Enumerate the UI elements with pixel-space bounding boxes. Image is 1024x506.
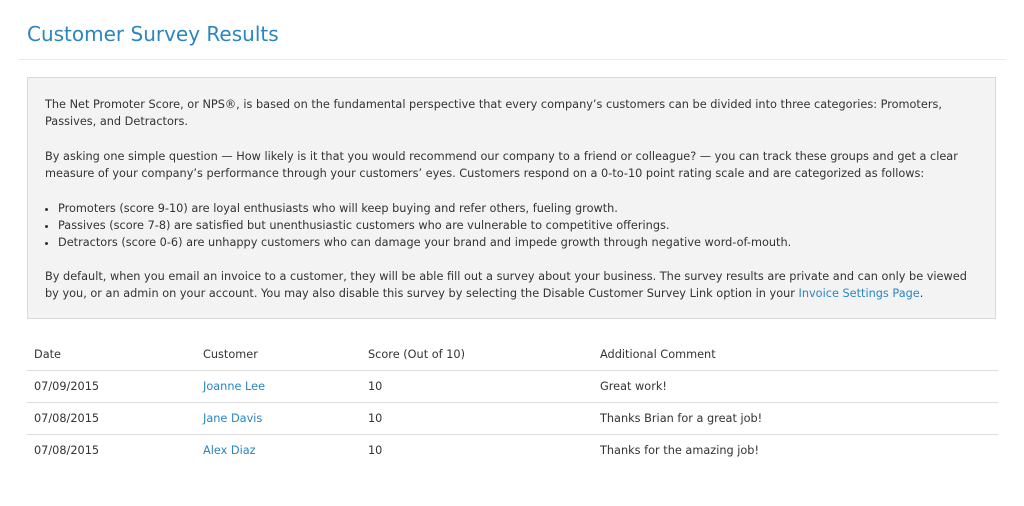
row-comment: Thanks for the amazing job! [600,444,760,457]
invoice-settings-link[interactable]: Invoice Settings Page [798,287,920,300]
customer-link[interactable]: Alex Diaz [203,444,256,457]
column-header-comment: Additional Comment [593,339,998,371]
nps-info-panel [27,77,996,319]
table-row [27,403,998,435]
nps-intro-text: The Net Promoter Score, or NPS®, is based on the fundamental perspective that every company’s customers can be divided into three categories: Promoters, Passives, and Detractors. [45,98,942,128]
row-comment: Great work! [593,371,998,403]
category-passives: • Passives (score 7-8) are satisfied but unenthusiastic customers who are vulnerable to competitive offerings. [58,217,978,234]
customer-link[interactable]: Joanne Lee [203,380,266,393]
row-customer-cell [196,371,361,403]
nps-category-list [45,200,978,251]
row-date: 07/08/2015 [27,403,196,435]
survey-default-body: By default, when you email an invoice to a customer, they will be able fill out a survey about your business. The survey results are private and can only be viewed by you, or an admin on your account. You may also disable this survey by selecting the Disable Customer Survey Link option in your [45,270,967,300]
column-header-date: Date [27,339,196,371]
row-score: 10 [368,444,383,457]
customer-link[interactable]: Jane Davis [203,412,263,425]
row-date: 07/09/2015 [27,371,196,403]
category-detractors: • Detractors (score 0-6) are unhappy customers who can damage your brand and impede growth through negative word-of-mouth. [58,234,978,251]
row-customer-cell [196,435,361,467]
survey-default-suffix: . [919,287,924,300]
survey-results-table [27,339,998,466]
nps-question-text: By asking one simple question — How likely is it that you would recommend our company to a friend or colleague? — you can track these groups and get a clear measure of your company’s performance through your customers’ eyes. Customers respond on a 0-to-10 point rating scale and are categorized as follows: [45,150,958,180]
table-row [27,435,998,467]
table-header-row [27,339,998,371]
title-divider [19,59,1006,60]
survey-default-text [45,268,978,302]
column-header-score: Score (Out of 10) [361,339,593,371]
row-customer-cell [196,403,361,435]
row-score: 10 [361,371,593,403]
row-comment: Thanks Brian for a great job! [593,403,998,435]
row-date: 07/08/2015 [34,444,100,457]
category-promoters: • Promoters (score 9-10) are loyal enthusiasts who will keep buying and refer others, fueling growth. [58,200,978,217]
row-score: 10 [361,403,593,435]
table-row [27,371,998,403]
column-header-customer: Customer [196,339,361,371]
page-title: Customer Survey Results [27,22,279,46]
